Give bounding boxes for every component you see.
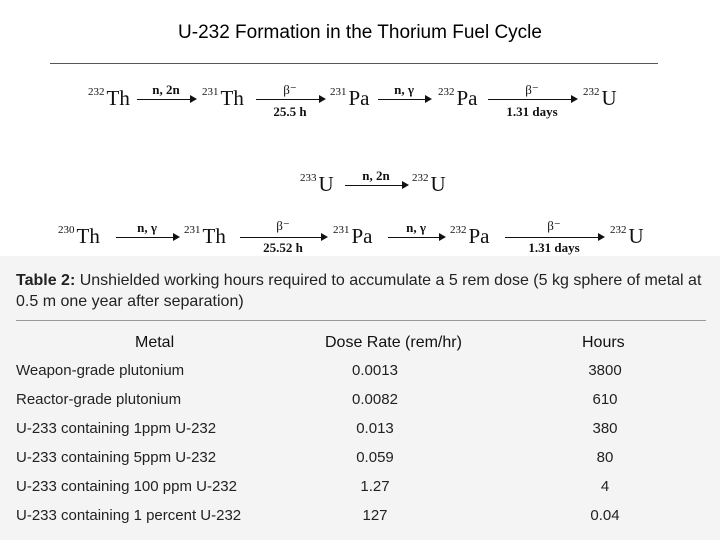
- reaction-arrow: [345, 185, 407, 186]
- caption-divider: [16, 320, 706, 321]
- metal-cell: U-233 containing 5ppm U-232: [16, 449, 217, 466]
- table-row: [0, 449, 720, 478]
- dose-rate-cell: 1.27: [360, 478, 390, 495]
- decay-arrow: [256, 99, 324, 100]
- nuclide-pa231: $^{231}$Pa: [333, 224, 373, 248]
- nuclide-u232: $^{232}$U: [610, 224, 644, 248]
- decay-label: β⁻: [276, 218, 290, 233]
- table-caption: [16, 270, 706, 312]
- nuclide-th231: $^{231}$Th: [202, 86, 244, 110]
- hours-cell: 380: [592, 420, 618, 437]
- nuclide-pa232: $^{232}$Pa: [450, 224, 490, 248]
- page-title: U-232 Formation in the Thorium Fuel Cycle: [178, 22, 542, 43]
- half-life-label: 25.52 h: [263, 240, 303, 255]
- column-header-metal: Metal: [135, 334, 175, 351]
- nuclide-u232: $^{232}$U: [583, 86, 617, 110]
- reaction-arrow: [116, 237, 178, 238]
- column-header-dose-rate: Dose Rate (rem/hr): [325, 334, 462, 351]
- dose-rate-cell: 0.0013: [352, 362, 398, 379]
- table-row: [0, 362, 720, 391]
- reaction-arrow: [378, 99, 430, 100]
- reaction-label: n, γ: [137, 220, 157, 235]
- hours-cell: 80: [596, 449, 614, 466]
- table-row: [0, 507, 720, 536]
- reaction-label: n, γ: [394, 82, 414, 97]
- metal-cell: Weapon-grade plutonium: [16, 362, 185, 379]
- decay-arrow: [240, 237, 326, 238]
- nuclide-pa232: $^{232}$Pa: [438, 86, 478, 110]
- table-row: [0, 478, 720, 507]
- reaction-label: n, 2n: [362, 168, 390, 183]
- metal-cell: Reactor-grade plutonium: [16, 391, 182, 408]
- hours-cell: 3800: [588, 362, 622, 379]
- metal-cell: U-233 containing 1 percent U-232: [16, 507, 242, 524]
- half-life-label: 1.31 days: [506, 104, 558, 119]
- hours-cell: 4: [600, 478, 610, 495]
- dose-rate-cell: 0.0082: [352, 391, 398, 408]
- table-caption-text: Unshielded working hours required to accumulate a 5 rem dose (5 kg sphere of metal at 0.5 m one year after separation): [16, 272, 702, 310]
- decay-arrow: [488, 99, 576, 100]
- reaction-arrow: [388, 237, 444, 238]
- hours-cell: 610: [592, 391, 618, 408]
- nuclide-th231: $^{231}$Th: [184, 224, 226, 248]
- nuclide-th230: $^{230}$Th: [58, 224, 100, 248]
- dose-table: [0, 256, 720, 540]
- reaction-label: n, γ: [406, 220, 426, 235]
- half-life-label: 1.31 days: [528, 240, 580, 255]
- hours-cell: 0.04: [590, 507, 620, 524]
- decay-label: β⁻: [547, 218, 561, 233]
- decay-label: β⁻: [283, 82, 297, 97]
- dose-rate-cell: 127: [362, 507, 388, 524]
- title-divider: [50, 63, 658, 64]
- table-row: [0, 420, 720, 449]
- dose-rate-cell: 0.059: [356, 449, 394, 466]
- column-header-hours: Hours: [582, 334, 625, 351]
- nuclide-u233: $^{233}$U: [300, 172, 334, 196]
- nuclide-u232: $^{232}$U: [412, 172, 446, 196]
- nuclide-pa231: $^{231}$Pa: [330, 86, 370, 110]
- decay-label: β⁻: [525, 82, 539, 97]
- nuclide-th232: $^{232}$Th: [88, 86, 130, 110]
- decay-arrow: [505, 237, 603, 238]
- metal-cell: U-233 containing 1ppm U-232: [16, 420, 217, 437]
- dose-rate-cell: 0.013: [356, 420, 394, 437]
- metal-cell: U-233 containing 100 ppm U-232: [16, 478, 237, 495]
- reaction-label: n, 2n: [152, 82, 180, 97]
- table-row: [0, 391, 720, 420]
- table-caption-label: Table 2:: [16, 272, 76, 289]
- half-life-label: 25.5 h: [273, 104, 307, 119]
- reaction-arrow: [137, 99, 195, 100]
